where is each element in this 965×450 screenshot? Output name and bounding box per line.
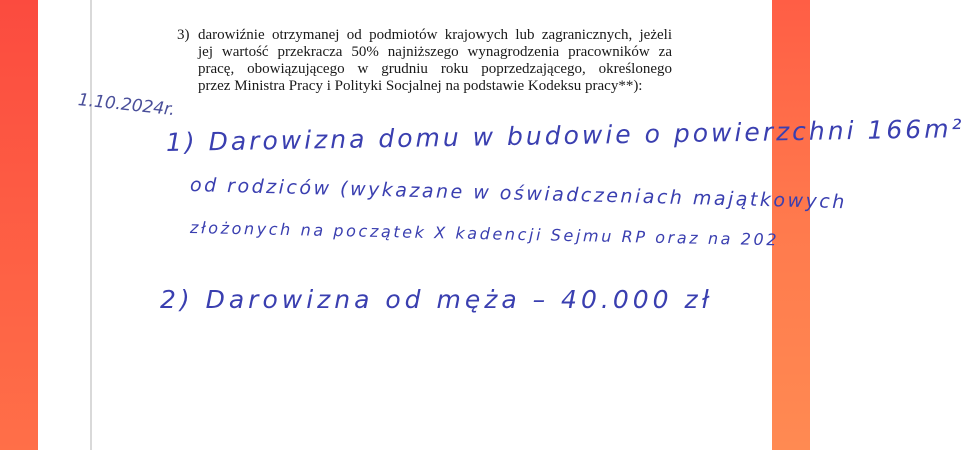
right-background-panel (772, 0, 810, 450)
handwritten-line-1: 1) Darowizna domu w budowie o powierzchni 166m² (165, 114, 965, 157)
printed-line-4: przez Ministra Pracy i Polityki Socjalnej na podstawie Kodeksu pracy**): (198, 78, 643, 94)
handwritten-line-2: od rodziców (wykazane w oświadczeniach majątkowych (189, 174, 848, 214)
left-background-panel (0, 0, 38, 450)
handwritten-line-3: złożonych na początek X kadencji Sejmu RP oraz na 202 (189, 218, 780, 250)
printed-line-1: darowiźnie otrzymanej od podmiotów krajowych lub zagranicznych, jeżeli (198, 27, 672, 43)
handwritten-line-4: 2) Darowizna od męża – 40.000 zł (160, 285, 713, 314)
printed-clause (198, 27, 672, 95)
printed-line-3: pracę, obowiązującego w grudniu roku poprzedzającego, określonego (198, 61, 672, 77)
list-item-number: 3) (177, 27, 190, 43)
page-fold-line (90, 0, 92, 450)
printed-line-2: jej wartość przekracza 50% najniższego wynagrodzenia pracowników za (198, 44, 672, 60)
document-page (38, 0, 965, 450)
handwritten-date: 1.10.2024r. (76, 90, 176, 121)
